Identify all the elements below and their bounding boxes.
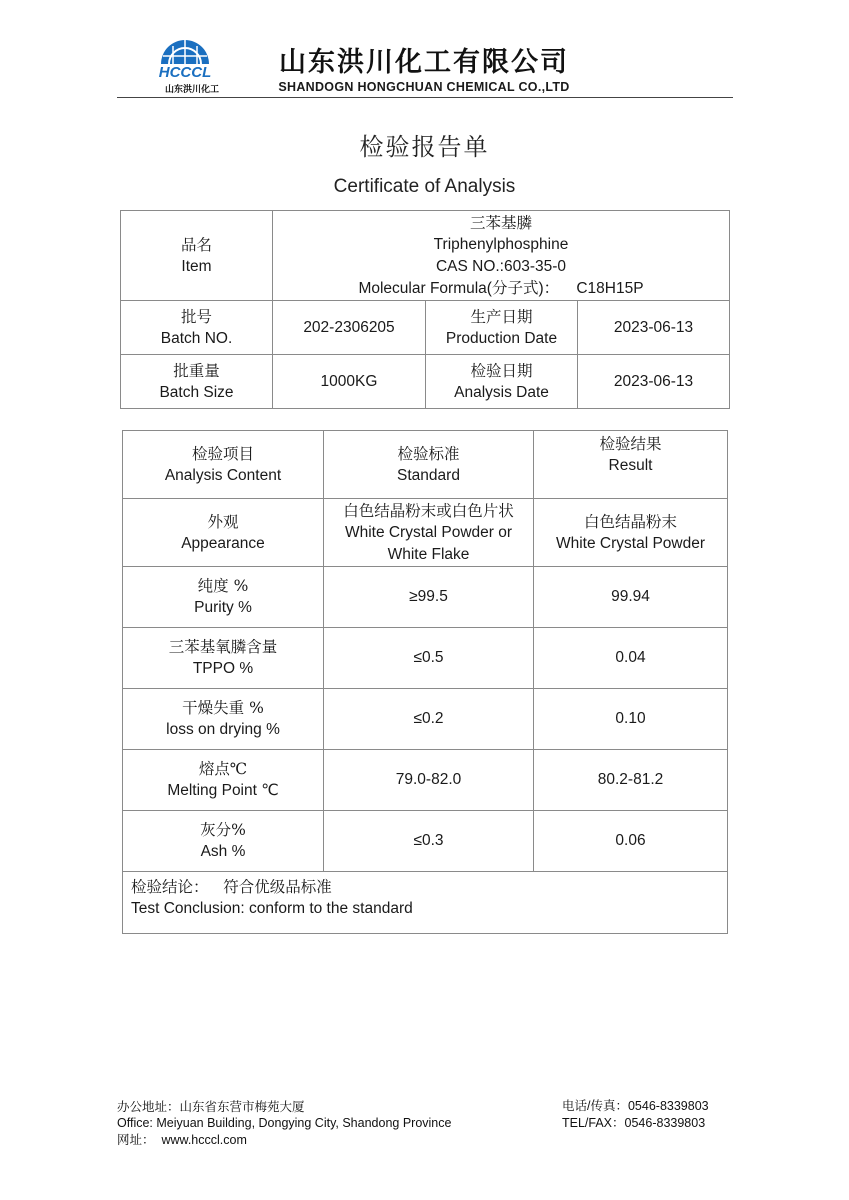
- footer-contact: [562, 1098, 709, 1132]
- table-row: [123, 689, 728, 750]
- test-result: 0.06: [534, 811, 728, 872]
- page-title-cn: 检验报告单: [359, 133, 490, 161]
- test-item: 外观 Appearance: [123, 499, 324, 567]
- production-date-label: 生产日期 Production Date: [426, 301, 578, 355]
- company-name-en: SHANDOGN HONGCHUAN CHEMICAL CO.,LTD: [278, 80, 570, 94]
- analysis-date-label: 检验日期 Analysis Date: [426, 355, 578, 409]
- conclusion-en: Test Conclusion: conform to the standard: [131, 900, 413, 917]
- batch-value: 202-2306205: [273, 301, 426, 355]
- footer-address: [117, 1098, 451, 1149]
- phone: 电话/传真：0546-8339803: [562, 1099, 709, 1113]
- test-standard: ≥99.5: [324, 567, 534, 628]
- product-info-table: [120, 210, 730, 409]
- company-name-cn: 山东洪川化工有限公司: [279, 47, 569, 78]
- test-result: 白色结晶粉末 White Crystal Powder: [534, 499, 728, 567]
- table-row: [123, 750, 728, 811]
- molecular-formula: Molecular Formula(分子式)： C18H15P: [358, 279, 644, 297]
- item-row: [121, 211, 730, 301]
- analysis-date-value: 2023-06-13: [578, 355, 730, 409]
- production-date-value: 2023-06-13: [578, 301, 730, 355]
- analysis-results-table: [122, 430, 728, 934]
- logo-text: HCCCL: [158, 64, 212, 81]
- item-details: [273, 211, 730, 301]
- header-analysis-content: 检验项目 Analysis Content: [123, 431, 324, 499]
- item-label: 品名 Item: [121, 211, 273, 301]
- test-result: 0.10: [534, 689, 728, 750]
- test-result: 0.04: [534, 628, 728, 689]
- telfax: TEL/FAX：0546-8339803: [562, 1116, 706, 1130]
- results-header-row: [123, 431, 728, 499]
- conclusion-row: [123, 872, 728, 934]
- test-item: 纯度 % Purity %: [123, 567, 324, 628]
- test-item: 干燥失重 % loss on drying %: [123, 689, 324, 750]
- page-title-en: Certificate of Analysis: [333, 176, 516, 197]
- logo-subtitle: 山东洪川化工: [164, 85, 219, 95]
- batch-label: 批号 Batch NO.: [121, 301, 273, 355]
- address-cn: 办公地址：山东省东营市梅苑大厦: [117, 1099, 305, 1114]
- table-row: [123, 567, 728, 628]
- test-item: 三苯基氧膦含量 TPPO %: [123, 628, 324, 689]
- test-standard: ≤0.5: [324, 628, 534, 689]
- batch-size-label: 批重量 Batch Size: [121, 355, 273, 409]
- header-standard: 检验标准 Standard: [324, 431, 534, 499]
- table-row: [123, 628, 728, 689]
- test-result: 99.94: [534, 567, 728, 628]
- item-name-en: Triphenylphosphine: [433, 235, 569, 253]
- test-standard: ≤0.2: [324, 689, 534, 750]
- test-standard: 白色结晶粉末或白色片状 White Crystal Powder or White Flake: [324, 499, 534, 567]
- test-conclusion: [123, 872, 728, 934]
- table-row: [123, 499, 728, 567]
- website: 网址： www.hcccl.com: [117, 1133, 247, 1147]
- test-item: 灰分% Ash %: [123, 811, 324, 872]
- batch-size-row: [121, 355, 730, 409]
- batch-row: [121, 301, 730, 355]
- header-divider: [117, 97, 733, 98]
- conclusion-cn: 检验结论： 符合优级品标准: [131, 878, 332, 896]
- batch-size-value: 1000KG: [273, 355, 426, 409]
- item-name-cn: 三苯基膦: [470, 213, 533, 232]
- test-standard: 79.0-82.0: [324, 750, 534, 811]
- cas-number: CAS NO.:603-35-0: [435, 257, 567, 275]
- test-result: 80.2-81.2: [534, 750, 728, 811]
- header-result: 检验结果 Result: [534, 431, 728, 499]
- test-standard: ≤0.3: [324, 811, 534, 872]
- table-row: [123, 811, 728, 872]
- address-en: Office: Meiyuan Building, Dongying City, Shandong Province: [117, 1116, 452, 1130]
- test-item: 熔点℃ Melting Point ℃: [123, 750, 324, 811]
